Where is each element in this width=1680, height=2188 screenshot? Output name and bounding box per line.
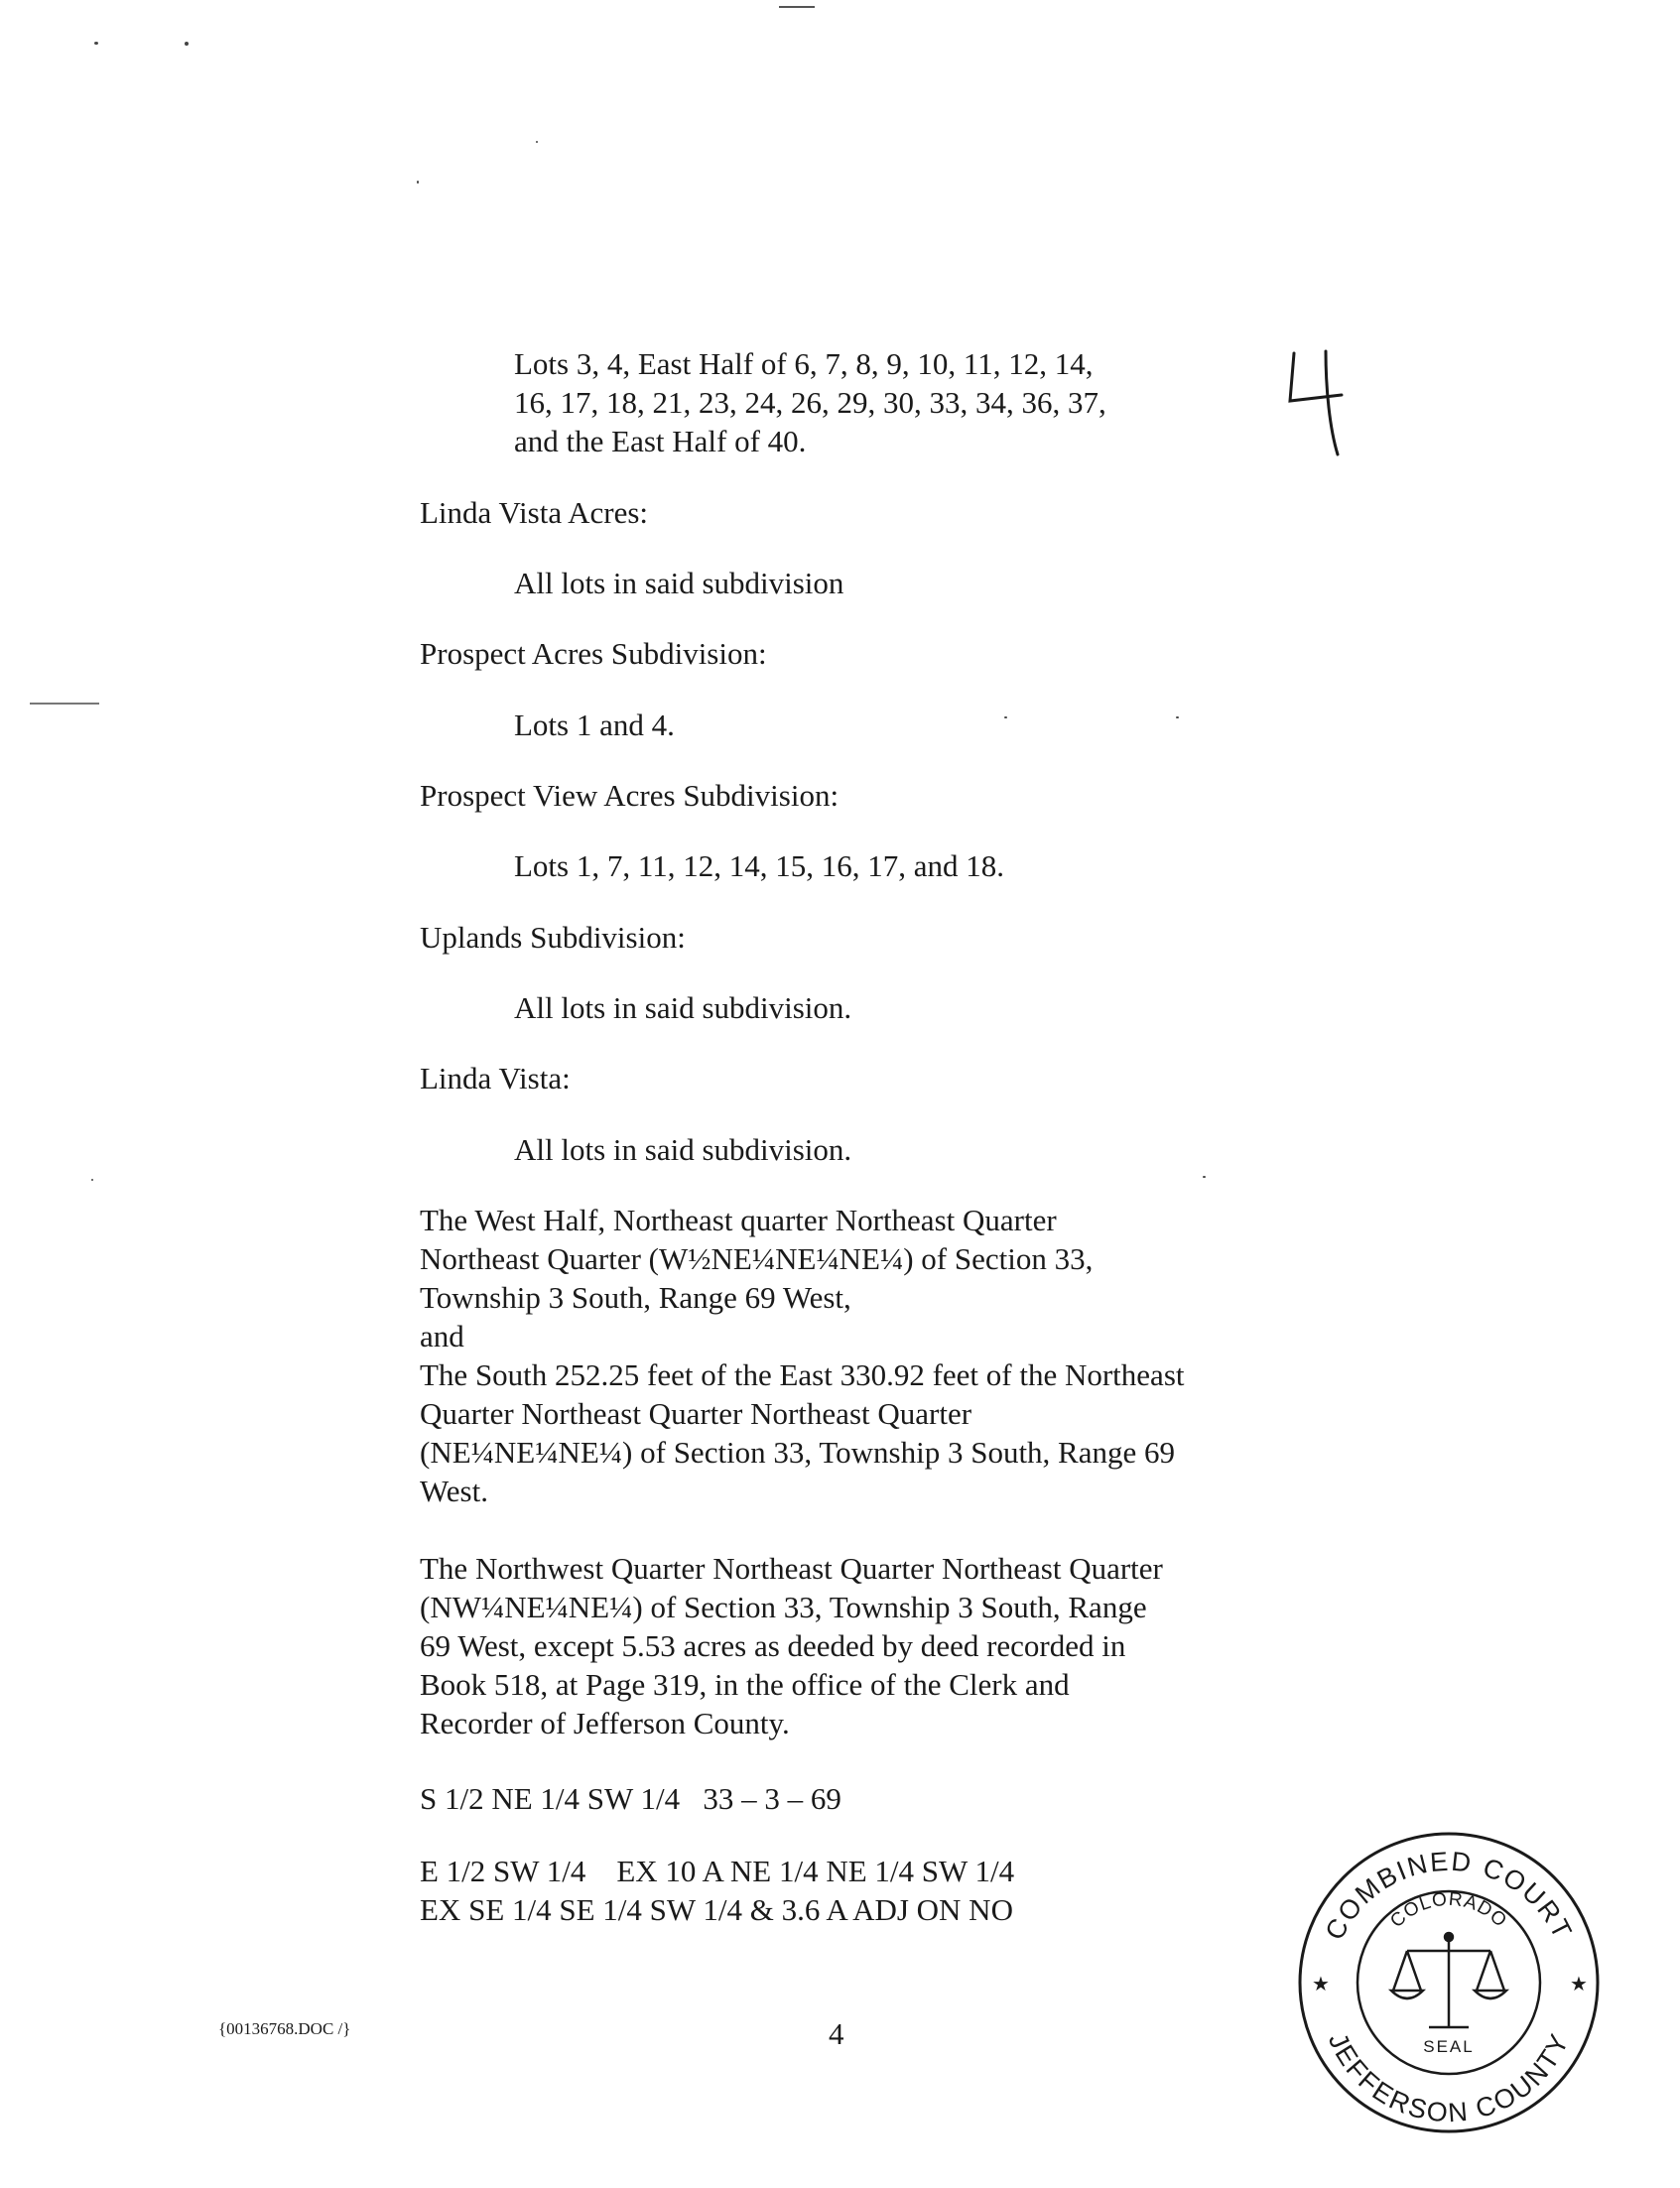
- paragraph-line: The South 252.25 feet of the East 330.92 feet of the Northeast: [420, 1357, 1185, 1392]
- document-id-footer: {00136768.DOC /}: [218, 2019, 351, 2038]
- scan-speck: [94, 42, 98, 45]
- seal-star-icon: ★: [1570, 1972, 1588, 1995]
- subdivision-heading-linda-vista: Linda Vista:: [420, 1061, 571, 1095]
- paragraph-line: The Northwest Quarter Northeast Quarter Northeast Quarter: [420, 1551, 1163, 1586]
- subdivision-heading-linda-vista-acres: Linda Vista Acres:: [420, 495, 649, 530]
- scan-speck: [779, 6, 815, 8]
- scan-speck: [1004, 716, 1007, 718]
- legal-description-paragraph-2: [420, 1549, 1163, 1742]
- seal-center-text: SEAL: [1423, 2037, 1475, 2056]
- subdivision-detail-prospect-acres: Lots 1 and 4.: [514, 708, 675, 742]
- paragraph-line: (NW¼NE¼NE¼) of Section 33, Township 3 South, Range: [420, 1590, 1147, 1624]
- seal-outer-text: COMBINED COURT: [1319, 1846, 1579, 1945]
- subdivision-heading-prospect-view-acres: Prospect View Acres Subdivision:: [420, 778, 840, 813]
- scales-of-justice-icon: [1391, 1933, 1506, 2027]
- paragraph-line: Township 3 South, Range 69 West,: [420, 1280, 851, 1315]
- legal-line-exception: EX SE 1/4 SE 1/4 SW 1/4 & 3.6 A ADJ ON NO: [420, 1892, 1013, 1927]
- subdivision-detail-linda-vista-acres: All lots in said subdivision: [514, 566, 844, 600]
- paragraph-line: and: [420, 1319, 464, 1353]
- subdivision-heading-uplands: Uplands Subdivision:: [420, 920, 686, 955]
- paragraph-line: Recorder of Jefferson County.: [420, 1706, 790, 1740]
- paragraph-line: (NE¼NE¼NE¼) of Section 33, Township 3 South, Range 69: [420, 1435, 1175, 1470]
- handwritten-four-mark: [1278, 349, 1348, 458]
- scan-speck: [1203, 1176, 1206, 1178]
- paragraph-line: Quarter Northeast Quarter Northeast Quarter: [420, 1396, 972, 1431]
- scan-speck: [536, 141, 538, 143]
- scan-speck: [417, 181, 419, 184]
- lots-line-1: Lots 3, 4, East Half of 6, 7, 8, 9, 10, 11, 12, 14,: [514, 346, 1094, 381]
- subdivision-heading-prospect-acres: Prospect Acres Subdivision:: [420, 636, 767, 671]
- paragraph-line: Northeast Quarter (W½NE¼NE¼NE¼) of Section 33,: [420, 1241, 1094, 1276]
- subdivision-detail-linda-vista: All lots in said subdivision.: [514, 1132, 852, 1167]
- scan-speck: [30, 703, 99, 705]
- scan-speck: [91, 1179, 93, 1181]
- paragraph-line: 69 West, except 5.53 acres as deeded by deed recorded in: [420, 1628, 1126, 1663]
- seal-inner-text: COLORADO: [1386, 1888, 1511, 1933]
- paragraph-line: The West Half, Northeast quarter Northeast Quarter: [420, 1203, 1057, 1237]
- legal-description-paragraph-1: [420, 1201, 1185, 1510]
- paragraph-line: West.: [420, 1474, 488, 1508]
- legal-line-section-33-3-69: S 1/2 NE 1/4 SW 1/4 33 – 3 – 69: [420, 1781, 841, 1816]
- seal-star-icon: ★: [1312, 1972, 1330, 1995]
- seal-bottom-text: JEFFERSON COUNTY: [1322, 2027, 1576, 2128]
- subdivision-detail-uplands: All lots in said subdivision.: [514, 990, 852, 1025]
- scan-speck: [185, 42, 189, 46]
- lots-line-2: 16, 17, 18, 21, 23, 24, 26, 29, 30, 33, 34, 36, 37,: [514, 385, 1106, 420]
- lots-line-3: and the East Half of 40.: [514, 424, 807, 458]
- scan-speck: [1176, 716, 1179, 718]
- paragraph-line: Book 518, at Page 319, in the office of the Clerk and: [420, 1667, 1070, 1702]
- legal-line-east-half: E 1/2 SW 1/4 EX 10 A NE 1/4 NE 1/4 SW 1/4: [420, 1854, 1015, 1888]
- court-seal: [1290, 1824, 1608, 2141]
- subdivision-detail-prospect-view-acres: Lots 1, 7, 11, 12, 14, 15, 16, 17, and 18.: [514, 848, 1004, 883]
- page-number: 4: [829, 2016, 844, 2051]
